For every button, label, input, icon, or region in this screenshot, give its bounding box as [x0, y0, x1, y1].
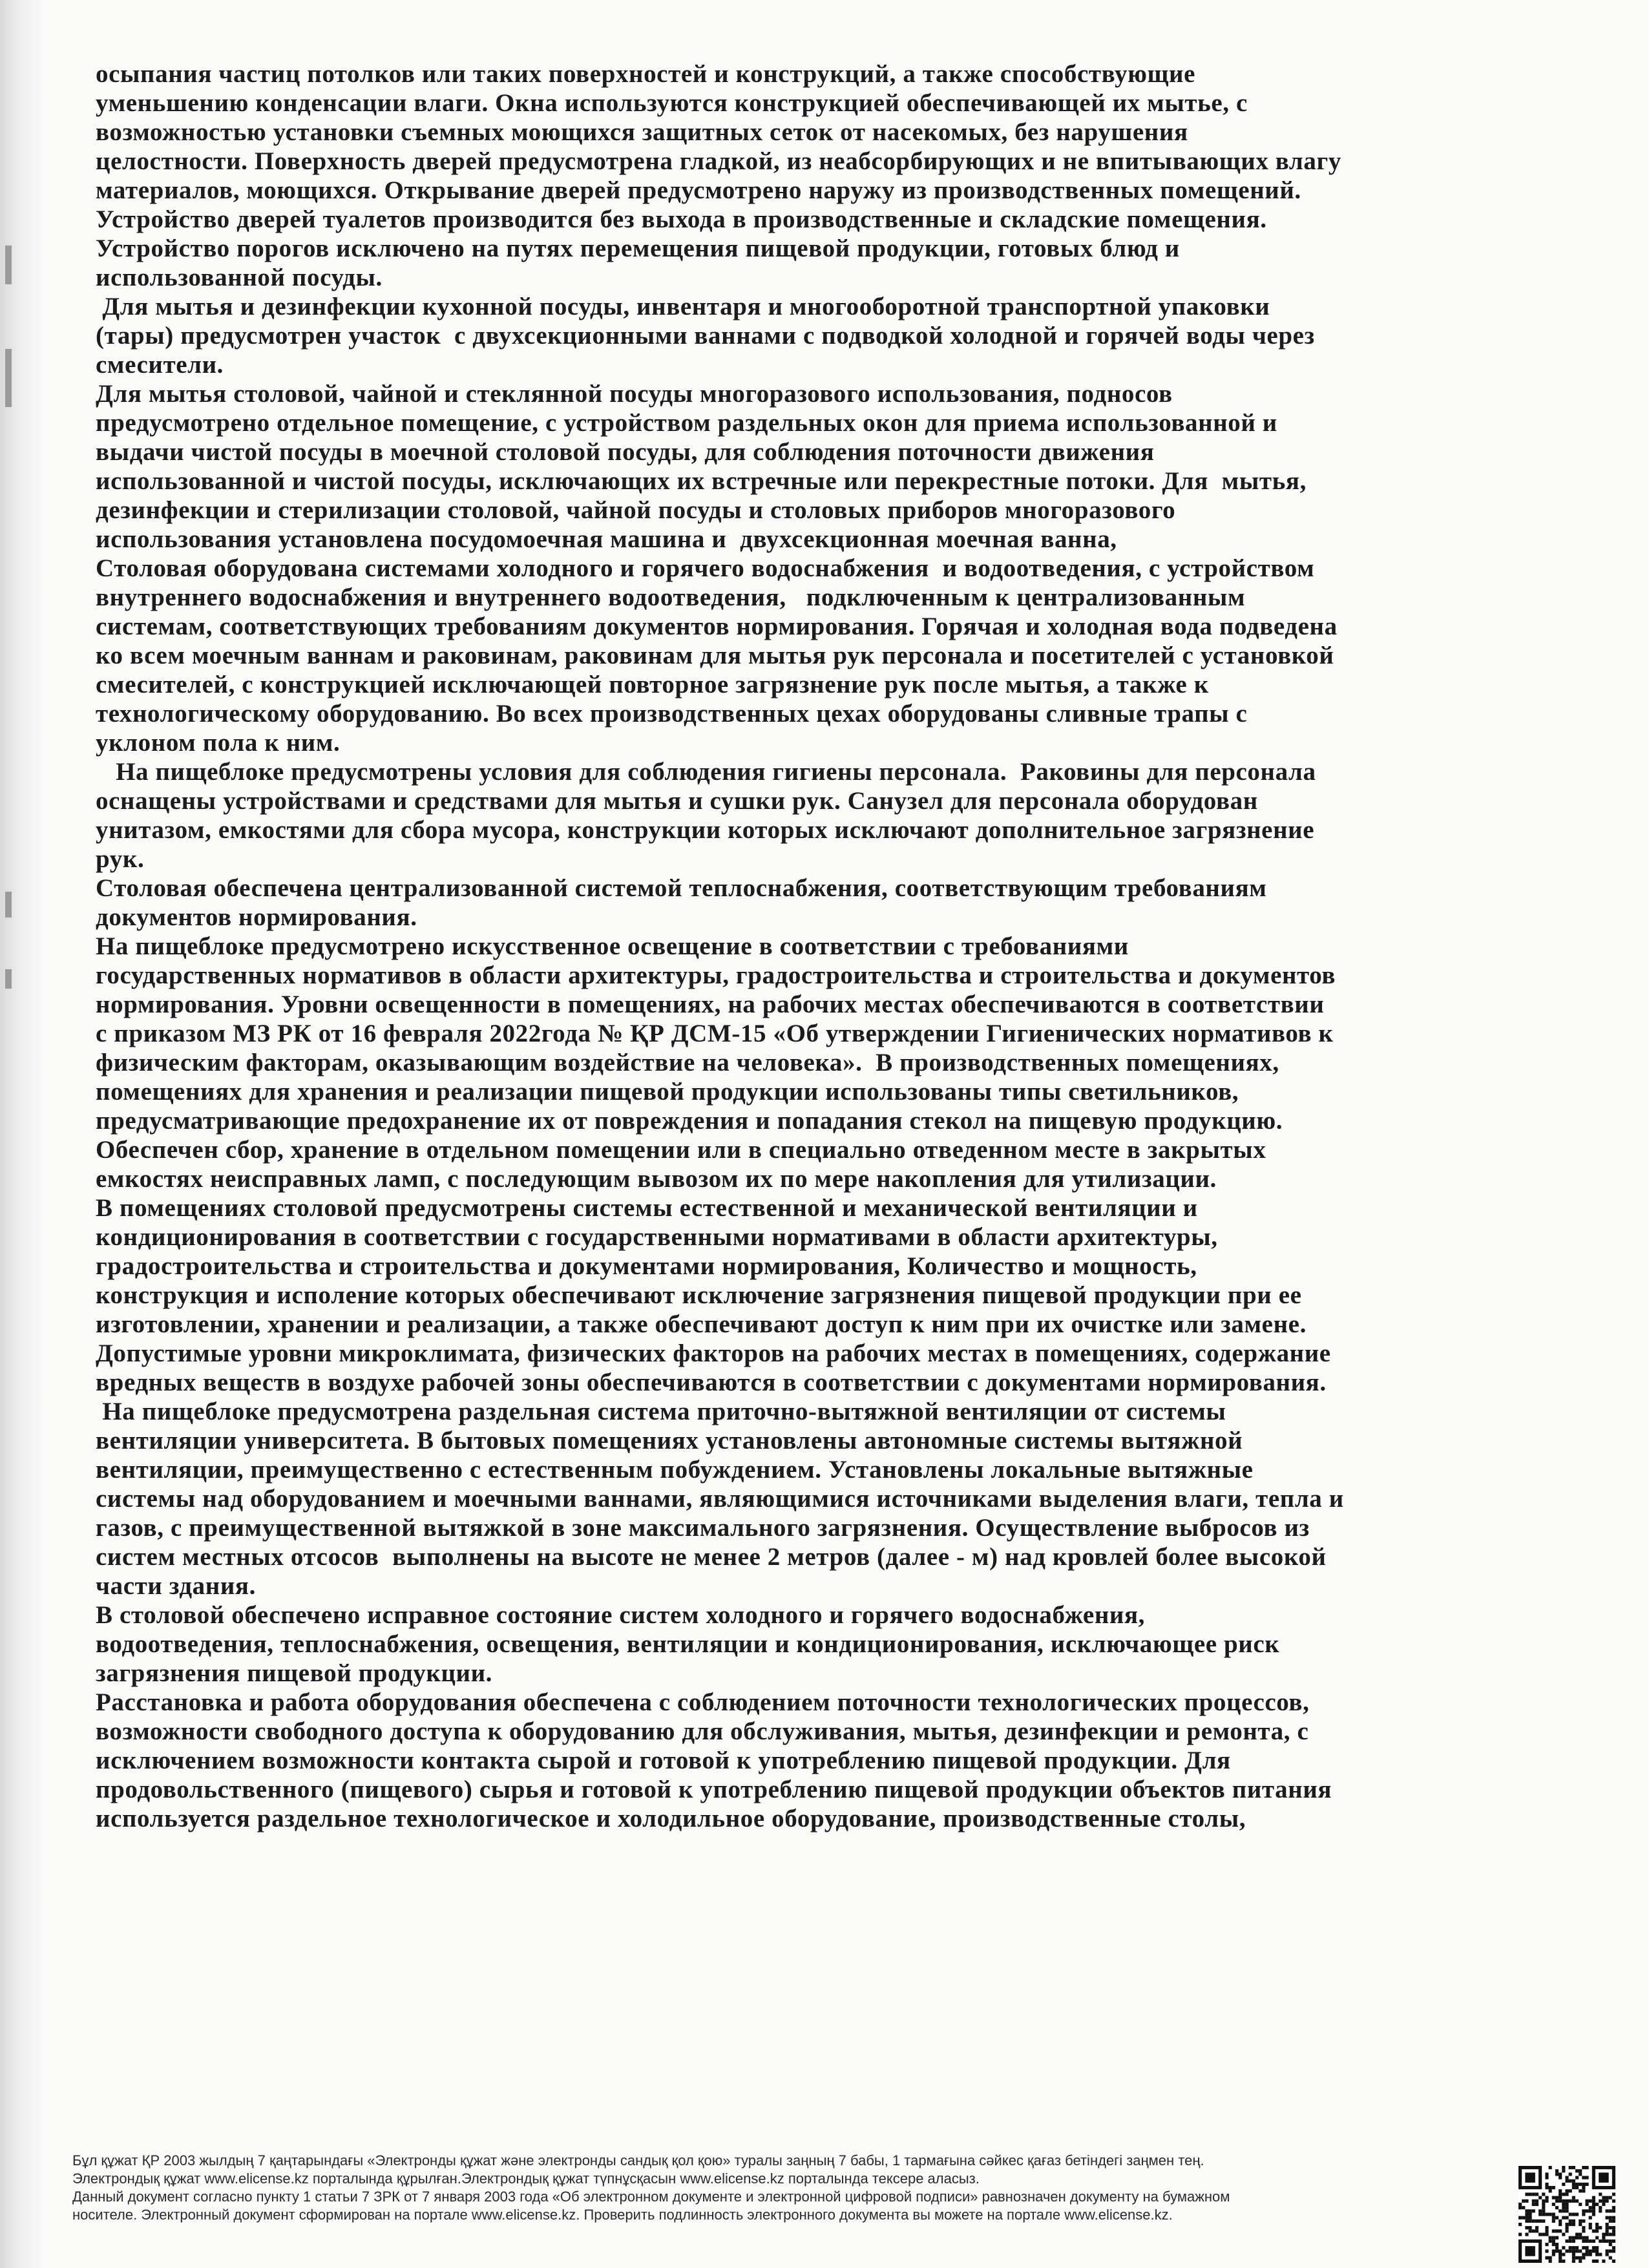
- text-line: выдачи чистой посуды в моечной столовой посуды, для соблюдения поточности движения: [96, 438, 1155, 466]
- text-line: В помещениях столовой предусмотрены системы естественной и механической вентиляции и: [96, 1194, 1198, 1222]
- text-line: нормирования. Уровни освещенности в помещениях, на рабочих местах обеспечиваются в соответствии: [96, 991, 1325, 1018]
- text-line: (тары) предусмотрен участок с двухсекционными ваннами с подводкой холодной и горячей воды через: [96, 322, 1315, 350]
- footer-line: носителе. Электронный документ сформирован на портале www.elicense.kz. Проверить подлинность электронного документа вы можете на портале www.elicense.kz.: [72, 2207, 1173, 2223]
- text-line: вентиляции университета. В бытовых помещениях установлены автономные системы вытяжной: [96, 1427, 1243, 1454]
- text-line: использования установлена посудомоечная машина и двухсекционная моечная ванна,: [96, 525, 1117, 553]
- text-line: помещениях для хранения и реализации пищевой продукции использованы типы светильников,: [96, 1078, 1239, 1106]
- text-line: целостности. Поверхность дверей предусмотрена гладкой, из неабсорбирующих и не впитывающих влагу: [96, 147, 1341, 175]
- text-line: документов нормирования.: [96, 903, 417, 931]
- text-line: уменьшению конденсации влаги. Окна используются конструкцией обеспечивающей их мытье, с: [96, 89, 1248, 117]
- text-line: кондиционирования в соответствии с государственными нормативами в области архитектуры,: [96, 1223, 1218, 1251]
- text-line: рук.: [96, 845, 145, 873]
- text-line: возможностью установки съемных моющихся защитных сеток от насекомых, без нарушения: [96, 118, 1188, 146]
- text-line: Столовая обеспечена централизованной системой теплоснабжения, соответствующим требованиям: [96, 874, 1267, 902]
- text-line: В столовой обеспечено исправное состояние систем холодного и горячего водоснабжения,: [96, 1601, 1146, 1629]
- text-line: системам, соответствующих требованиям документов нормирования. Горячая и холодная вода подведена: [96, 613, 1338, 640]
- text-line: На пищеблоке предусмотрены условия для соблюдения гигиены персонала. Раковины для персонала: [96, 758, 1316, 786]
- text-line: ко всем моечным ваннам и раковинам, раковинам для мытья рук персонала и посетителей с установкой: [96, 642, 1334, 669]
- text-line: технологическому оборудованию. Во всех производственных цехах оборудованы сливные трапы с: [96, 700, 1248, 728]
- text-line: емкостях неисправных ламп, с последующим вывозом их по мере накопления для утилизации.: [96, 1165, 1217, 1193]
- text-line: с приказом МЗ РК от 16 февраля 2022года № ҚР ДСМ-15 «Об утверждении Гигиенических нормативов к: [96, 1020, 1334, 1047]
- document-body-text: [96, 59, 1575, 1833]
- text-line: осыпания частиц потолков или таких поверхностей и конструкций, а также способствующие: [96, 60, 1195, 88]
- text-line: оснащены устройствами и средствами для мытья и сушки рук. Санузел для персонала оборудован: [96, 787, 1258, 815]
- qr-code-icon: [1518, 2166, 1615, 2263]
- scan-edge-mark: [5, 349, 12, 407]
- text-line: исключением возможности контакта сырой и готовой к употреблению пищевой продукции. Для: [96, 1747, 1231, 1774]
- text-line: дезинфекции и стерилизации столовой, чайной посуды и столовых приборов многоразового: [96, 496, 1176, 524]
- text-line: продовольственного (пищевого) сырья и готовой к употреблению пищевой продукции объектов питания: [96, 1776, 1332, 1803]
- text-line: части здания.: [96, 1572, 256, 1600]
- text-line: Устройство дверей туалетов производится без выхода в производственные и складские помещения.: [96, 205, 1267, 233]
- text-line: государственных нормативов в области архитектуры, градостроительства и строительства и документов: [96, 961, 1336, 989]
- text-line: системы над оборудованием и моечными ваннами, являющимися источниками выделения влаги, тепла и: [96, 1485, 1344, 1513]
- text-line: физическим факторам, оказывающим воздействие на человека». В производственных помещениях,: [96, 1049, 1279, 1076]
- footer-notice: [72, 2152, 1429, 2224]
- text-line: Для мытья и дезинфекции кухонной посуды, инвентаря и многооборотной транспортной упаковки: [96, 293, 1270, 320]
- scan-edge-mark: [5, 969, 12, 989]
- text-line: систем местных отсосов выполнены на высоте не менее 2 метров (далее - м) над кровлей более высокой: [96, 1543, 1327, 1571]
- text-line: материалов, моющихся. Открывание дверей предусмотрено наружу из производственных помещений.: [96, 176, 1301, 204]
- text-line: внутреннего водоснабжения и внутреннего водоотведения, подключенным к централизованным: [96, 583, 1246, 611]
- text-line: На пищеблоке предусмотрена раздельная система приточно-вытяжной вентиляции от системы: [96, 1398, 1226, 1425]
- footer-line: Бұл құжат ҚР 2003 жылдың 7 қаңтарындағы «Электронды құжат және электронды сандық қол қою» туралы заңның 7 бабы, 1 тармағына сәйкес қағаз бетіндегі заңмен тең.: [72, 2152, 1204, 2168]
- text-line: изготовлении, хранении и реализации, а также обеспечивают доступ к ним при их очистке или замене.: [96, 1310, 1307, 1338]
- text-line: Обеспечен сбор, хранение в отдельном помещении или в специально отведенном месте в закрытых: [96, 1136, 1266, 1164]
- text-line: Столовая оборудована системами холодного и горячего водоснабжения и водоотведения, с устройством: [96, 554, 1315, 582]
- text-line: смесителей, с конструкцией исключающей повторное загрязнение рук после мытья, а также к: [96, 671, 1209, 698]
- text-line: использованной и чистой посуды, исключающих их встречные или перекрестные потоки. Для мытья,: [96, 467, 1307, 495]
- text-line: возможности свободного доступа к оборудованию для обслуживания, мытья, дезинфекции и ремонта, с: [96, 1717, 1309, 1745]
- text-line: Допустимые уровни микроклимата, физических факторов на рабочих местах в помещениях, содержание: [96, 1339, 1331, 1367]
- text-line: вредных веществ в воздухе рабочей зоны обеспечиваются в соответствии с документами нормирования.: [96, 1369, 1327, 1396]
- scan-edge-mark: [5, 892, 12, 918]
- text-line: конструкция и исполение которых обеспечивают исключение загрязнения пищевой продукции при ее: [96, 1281, 1302, 1309]
- footer-line: Электрондық құжат www.elicense.kz порталында құрылған.Электрондық құжат түпнұсқасын www.elicense.kz порталында тексере аласыз.: [72, 2170, 980, 2187]
- text-line: унитазом, емкостями для сбора мусора, конструкции которых исключают дополнительное загрязнение: [96, 816, 1315, 844]
- text-line: смесители.: [96, 351, 224, 379]
- text-line: градостроительства и строительства и документами нормирования, Количество и мощность,: [96, 1252, 1197, 1280]
- text-line: газов, с преимущественной вытяжкой в зоне максимального загрязнения. Осуществление выбросов из: [96, 1514, 1310, 1542]
- text-line: вентиляции, преимущественно с естественным побуждением. Установлены локальные вытяжные: [96, 1456, 1254, 1484]
- text-line: предусматривающие предохранение их от повреждения и попадания стекол на пищевую продукцию.: [96, 1107, 1283, 1135]
- text-line: Расстановка и работа оборудования обеспечена с соблюдением поточности технологических процессов,: [96, 1688, 1310, 1716]
- text-line: Для мытья столовой, чайной и стеклянной посуды многоразового использования, подносов: [96, 380, 1173, 408]
- text-line: используется раздельное технологическое и холодильное оборудование, производственные столы,: [96, 1805, 1246, 1832]
- text-line: загрязнения пищевой продукции.: [96, 1659, 493, 1687]
- scan-edge-shadow: [0, 0, 45, 2268]
- text-line: водоотведения, теплоснабжения, освещения, вентиляции и кондиционирования, исключающее риск: [96, 1630, 1280, 1658]
- text-line: предусмотрено отдельное помещение, с устройством раздельных окон для приема использованной и: [96, 409, 1277, 437]
- text-line: уклоном пола к ним.: [96, 729, 341, 757]
- text-line: На пищеблоке предусмотрено искусственное освещение в соответствии с требованиями: [96, 932, 1129, 960]
- scan-edge-mark: [5, 246, 12, 284]
- text-line: использованной посуды.: [96, 264, 383, 291]
- footer-line: Данный документ согласно пункту 1 статьи 7 ЗРК от 7 января 2003 года «Об электронном документе и электронной цифровой подписи» равнозначен документу на бумажном: [72, 2189, 1230, 2205]
- text-line: Устройство порогов исключено на путях перемещения пищевой продукции, готовых блюд и: [96, 235, 1180, 262]
